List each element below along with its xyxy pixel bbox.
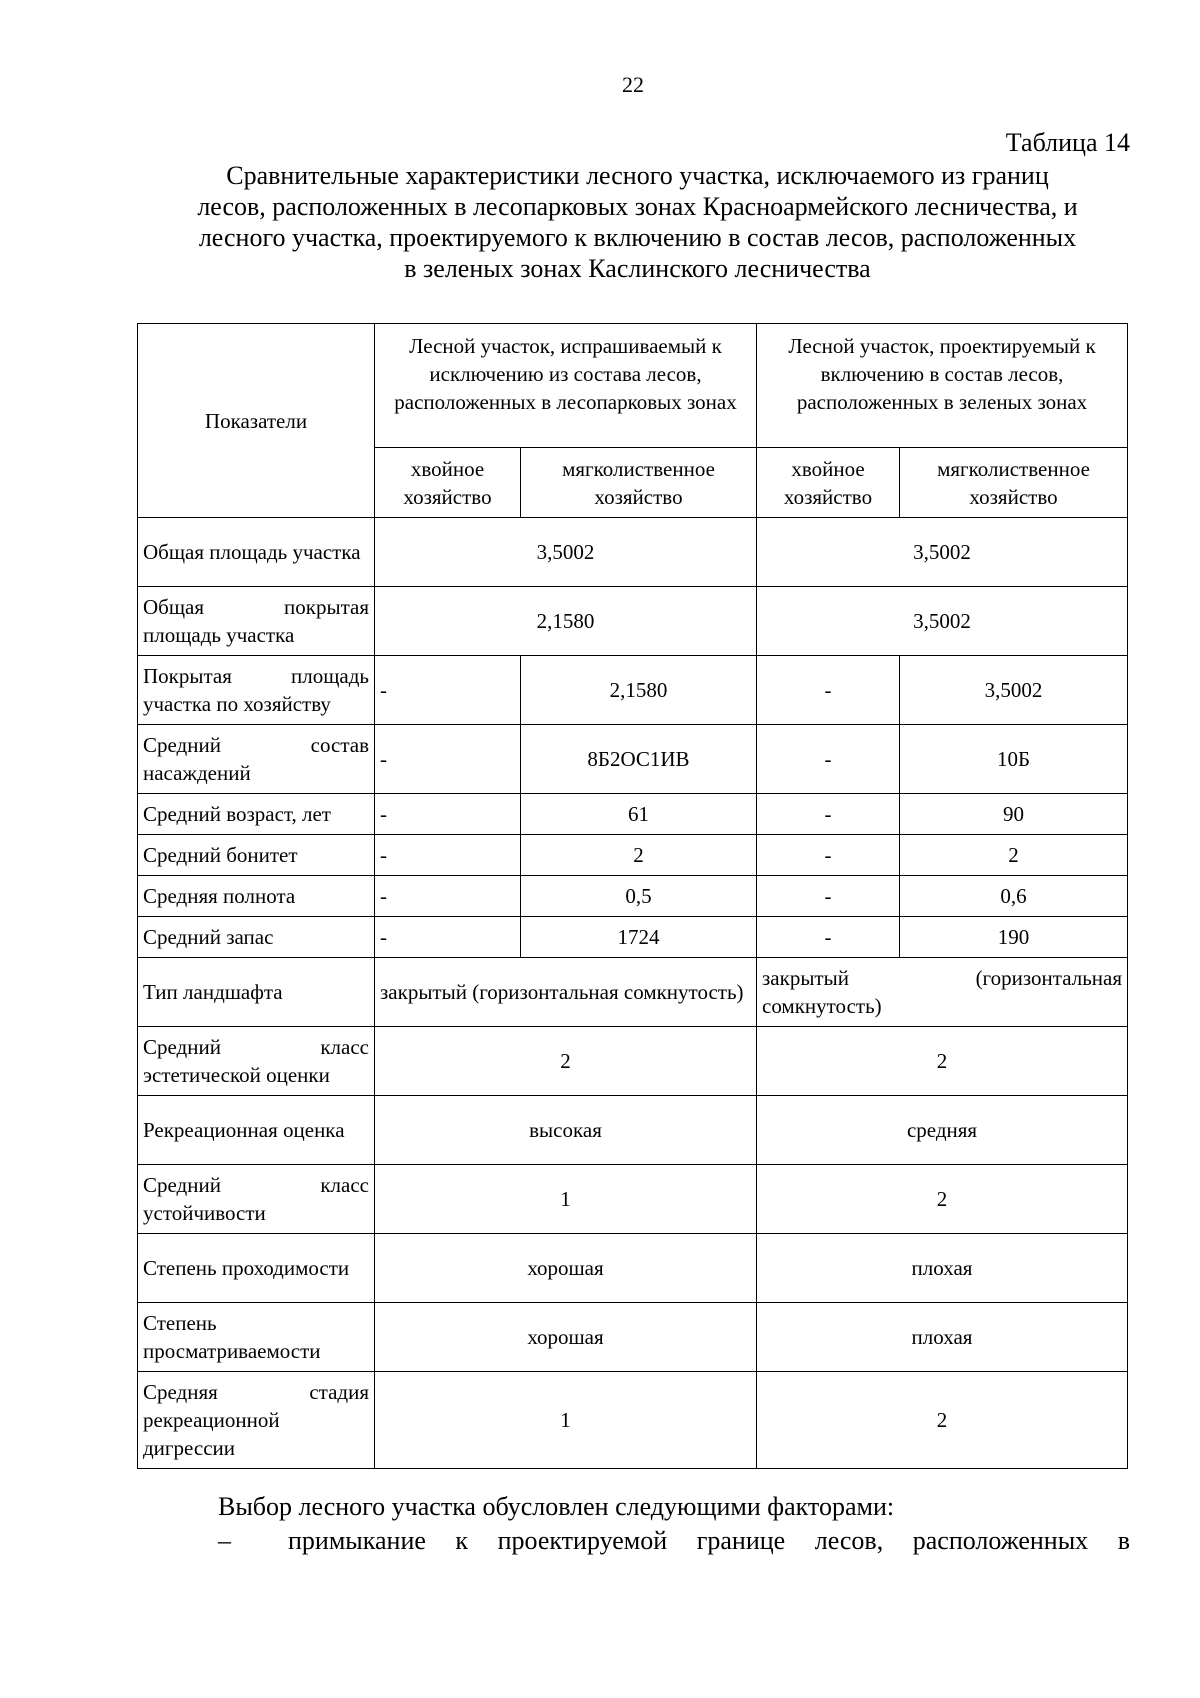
cell-value: 2,1580 (375, 587, 757, 656)
row-label: Покрытая площадь участка по хозяйству (138, 656, 375, 725)
cell-value: 2 (757, 1165, 1128, 1234)
cell-value: 2,1580 (521, 656, 757, 725)
bullet-dash: – (218, 1526, 231, 1555)
row-label: Тип ландшафта (138, 958, 375, 1027)
cell-value: хорошая (375, 1234, 757, 1303)
caption-line: лесного участка, проектируемого к включению в состав лесов, расположенных (198, 223, 1077, 252)
header-group-excluded: Лесной участок, испрашиваемый к исключению из состава лесов, расположенных в лесопарковых зонах (375, 324, 757, 448)
header-group-included: Лесной участок, проектируемый к включению в состав лесов, расположенных в зеленых зонах (757, 324, 1128, 448)
cell-value: 0,5 (521, 876, 757, 917)
cell-value: 61 (521, 794, 757, 835)
cell-value: - (375, 835, 521, 876)
cell-value: 3,5002 (900, 656, 1128, 725)
cell-value: высокая (375, 1096, 757, 1165)
cell-value: - (757, 876, 900, 917)
comparison-table (137, 323, 1128, 1469)
table-row (138, 835, 1128, 876)
table-row (138, 876, 1128, 917)
caption-line: лесов, расположенных в лесопарковых зонах Красноармейского лесничества, и (197, 192, 1078, 221)
row-label: Средняя стадия рекреационной дигрессии (138, 1372, 375, 1469)
cell-value: 1724 (521, 917, 757, 958)
cell-value: 2 (375, 1027, 757, 1096)
table-caption (145, 160, 1130, 284)
cell-value: плохая (757, 1234, 1128, 1303)
cell-value: закрытый (горизонтальная сомкнутость) (757, 958, 1128, 1027)
table-row (138, 917, 1128, 958)
table-header-row (138, 324, 1128, 448)
table-row (138, 725, 1128, 794)
cell-value: 1 (375, 1372, 757, 1469)
cell-value: - (375, 794, 521, 835)
row-label: Общая площадь участка (138, 518, 375, 587)
row-label: Степень просматриваемости (138, 1303, 375, 1372)
row-label: Средний состав насаждений (138, 725, 375, 794)
cell-value: 3,5002 (375, 518, 757, 587)
table-row (138, 794, 1128, 835)
row-label: Рекреационная оценка (138, 1096, 375, 1165)
cell-value: 2 (757, 1027, 1128, 1096)
cell-value: плохая (757, 1303, 1128, 1372)
cell-value: - (375, 656, 521, 725)
row-label: Общая покрытая площадь участка (138, 587, 375, 656)
table-row (138, 1234, 1128, 1303)
page-number: 22 (622, 72, 644, 97)
cell-value: - (375, 917, 521, 958)
table-row (138, 1372, 1128, 1469)
subheader-softwood: мягколиственное хозяйство (900, 448, 1128, 518)
cell-value: - (757, 794, 900, 835)
subheader-coniferous: хвойное хозяйство (375, 448, 521, 518)
cell-value: 8Б2ОС1ИВ (521, 725, 757, 794)
cell-value: 0,6 (900, 876, 1128, 917)
cell-value: средняя (757, 1096, 1128, 1165)
cell-value: - (375, 876, 521, 917)
row-label: Средний бонитет (138, 835, 375, 876)
subheader-softwood: мягколиственное хозяйство (521, 448, 757, 518)
body-paragraph: Выбор лесного участка обусловлен следующими факторами: (218, 1492, 895, 1521)
row-label: Средний класс эстетической оценки (138, 1027, 375, 1096)
table-row (138, 587, 1128, 656)
cell-value: 1 (375, 1165, 757, 1234)
cell-value: 3,5002 (757, 518, 1128, 587)
bullet-text: примыкание к проектируемой границе лесов, расположенных в (288, 1526, 1130, 1555)
cell-value: - (757, 917, 900, 958)
table-row (138, 1096, 1128, 1165)
row-label: Средняя полнота (138, 876, 375, 917)
cell-value: 3,5002 (757, 587, 1128, 656)
cell-value: 190 (900, 917, 1128, 958)
cell-value: хорошая (375, 1303, 757, 1372)
table-row (138, 656, 1128, 725)
table-row (138, 1303, 1128, 1372)
row-label: Степень проходимости (138, 1234, 375, 1303)
cell-value: 2 (521, 835, 757, 876)
row-label: Средний класс устойчивости (138, 1165, 375, 1234)
table-row (138, 1165, 1128, 1234)
cell-value: 2 (757, 1372, 1128, 1469)
cell-value: 90 (900, 794, 1128, 835)
cell-value: - (757, 656, 900, 725)
caption-line: в зеленых зонах Каслинского лесничества (404, 254, 871, 283)
table-row (138, 1027, 1128, 1096)
row-label: Средний запас (138, 917, 375, 958)
cell-value: 10Б (900, 725, 1128, 794)
cell-value: - (757, 725, 900, 794)
cell-value: - (375, 725, 521, 794)
cell-value: 2 (900, 835, 1128, 876)
cell-value: - (757, 835, 900, 876)
table-row (138, 518, 1128, 587)
row-label: Средний возраст, лет (138, 794, 375, 835)
table-label: Таблица 14 (1005, 128, 1130, 157)
table-row (138, 958, 1128, 1027)
header-indicators: Показатели (138, 324, 375, 518)
cell-value: закрытый (горизонтальная сомкнутость) (375, 958, 757, 1027)
caption-line: Сравнительные характеристики лесного участка, исключаемого из границ (226, 161, 1049, 190)
subheader-coniferous: хвойное хозяйство (757, 448, 900, 518)
